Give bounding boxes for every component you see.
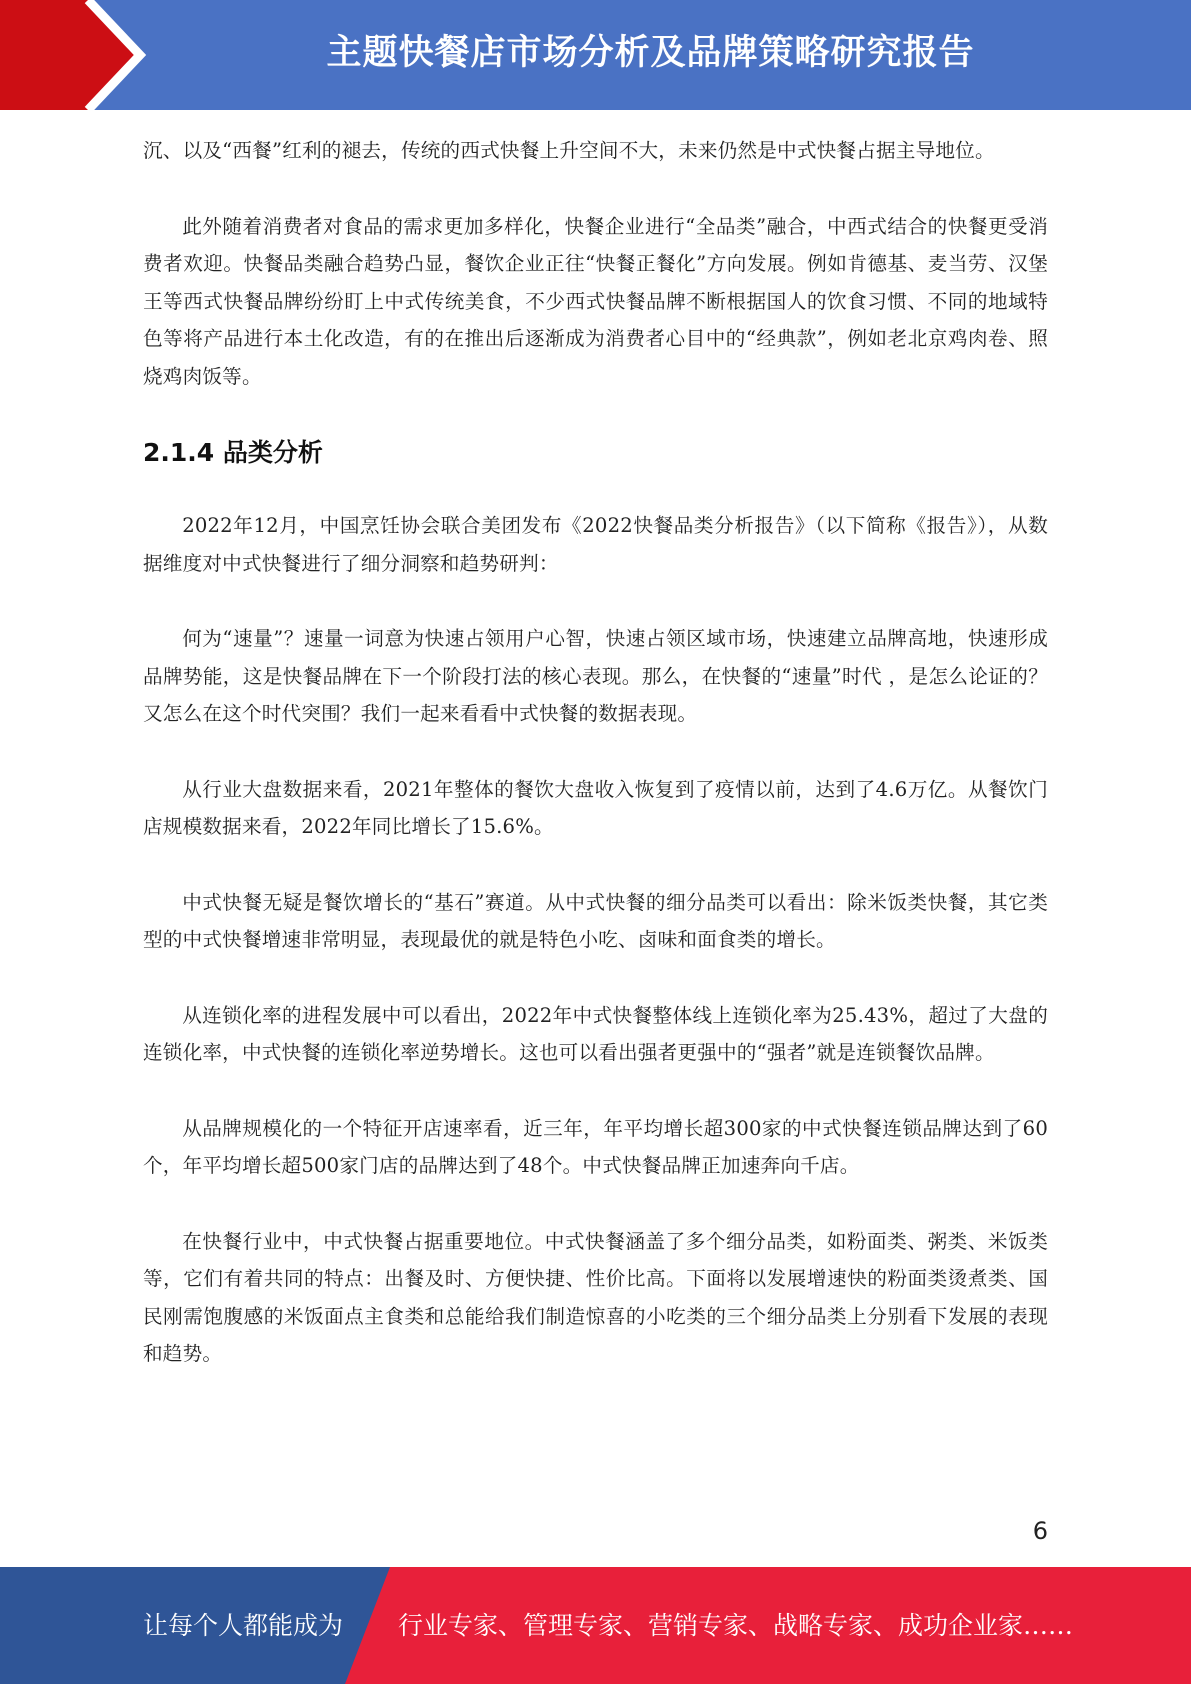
paragraph: 中式快餐无疑是餐饮增长的“基石”赛道。从中式快餐的细分品类可以看出：除米饭类快餐，其它类型的中式快餐增速非常明显，表现最优的就是特色小吃、卤味和面食类的增长。 <box>143 890 1048 951</box>
paragraph: 此外随着消费者对食品的需求更加多样化，快餐企业进行“全品类”融合，中西式结合的快餐更受消费者欢迎。快餐品类融合趋势凸显，餐饮企业正往“快餐正餐化”方向发展。例如肯德基、麦当劳、汉堡王等西式快餐品牌纷纷盯上中式传统美食，不少西式快餐品牌不断根据国人的饮食习惯、不同的地域特色等将产品进行本土化改造，有的在推出后逐渐成为消费者心目中的“经典款”，例如老北京鸡肉卷、照烧鸡肉饭等。 <box>143 214 1048 388</box>
footer-slogan: 让每个人都能成为 <box>143 1611 344 1640</box>
paragraph: 从品牌规模化的一个特征开店速率看，近三年，年平均增长超300家的中式快餐连锁品牌达到了60个，年平均增长超500家门店的品牌达到了48个。中式快餐品牌正加速奔向千店。 <box>143 1116 1048 1177</box>
paragraph: 从连锁化率的进程发展中可以看出，2022年中式快餐整体线上连锁化率为25.43%，超过了大盘的连锁化率，中式快餐的连锁化率逆势增长。这也可以看出强者更强中的“强者”就是连锁餐饮品牌。 <box>143 1003 1048 1064</box>
page-number: 6 <box>1032 1517 1048 1545</box>
footer-tagline: 行业专家、管理专家、营销专家、战略专家、成功企业家…… <box>398 1611 1074 1640</box>
header-banner <box>0 0 1191 110</box>
paragraph: 2022年12月，中国烹饪协会联合美团发布《2022快餐品类分析报告》（以下简称《报告》），从数据维度对中式快餐进行了细分洞察和趋势研判： <box>143 514 1048 575</box>
page-content <box>143 132 1048 1411</box>
report-title: 主题快餐店市场分析及品牌策略研究报告 <box>326 33 975 73</box>
paragraph: 在快餐行业中，中式快餐占据重要地位。中式快餐涵盖了多个细分品类，如粉面类、粥类、米饭类等，它们有着共同的特点：出餐及时、方便快捷、性价比高。下面将以发展增速快的粉面类烫煮类、国民刚需饱腹感的米饭面点主食类和总能给我们制造惊喜的小吃类的三个细分品类上分别看下发展的表现和趋势。 <box>143 1229 1048 1365</box>
paragraph: 从行业大盘数据来看，2021年整体的餐饮大盘收入恢复到了疫情以前，达到了4.6万亿。从餐饮门店规模数据来看，2022年同比增长了15.6%。 <box>143 777 1048 838</box>
section-heading: 2.1.4 品类分析 <box>143 438 323 467</box>
red-chevron-decoration <box>0 0 152 110</box>
paragraph: 何为“速量”？速量一词意为快速占领用户心智，快速占领区域市场，快速建立品牌高地，快速形成品牌势能，这是快餐品牌在下一个阶段打法的核心表现。那么，在快餐的“速量”时代 ，是怎么论证的？又怎么在这个时代突围？我们一起来看看中式快餐的数据表现。 <box>143 627 1048 725</box>
footer-banner <box>0 1567 1191 1684</box>
paragraph-continued: 沉、以及“西餐”红利的褪去，传统的西式快餐上升空间不大，未来仍然是中式快餐占据主导地位。 <box>143 139 995 162</box>
